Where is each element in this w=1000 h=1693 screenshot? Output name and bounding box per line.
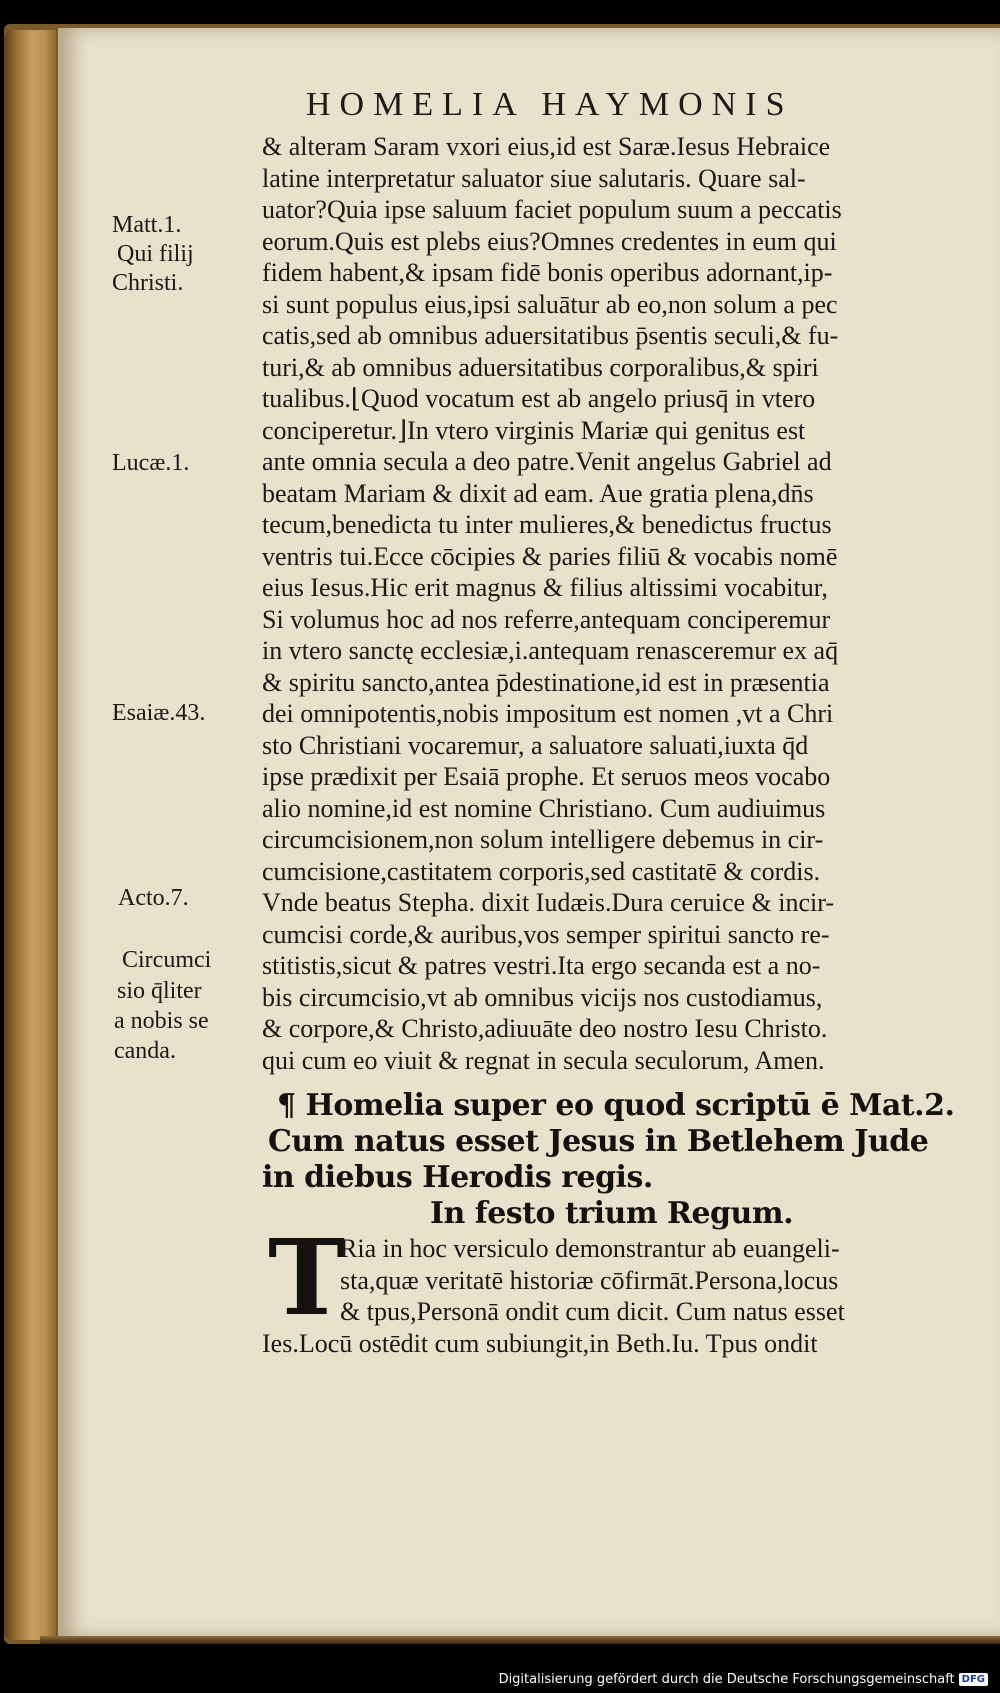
text-line: & spiritu sancto,antea p̄destinatione,id est in præsentia bbox=[262, 667, 830, 697]
text-line: beatam Mariam & dixit ad eam. Aue gratia plena,dn̄s bbox=[262, 478, 814, 508]
text-line: in vtero sanctę ecclesiæ,i.antequam renasceremur ex aq̄ bbox=[262, 636, 839, 665]
page-edge bbox=[4, 30, 56, 1640]
margin-note-esaiae: Esaiæ.43. bbox=[112, 700, 206, 726]
text-line: qui cum eo viuit & regnat in secula seculorum, Amen. bbox=[262, 1045, 825, 1075]
text-line: catis,sed ab omnibus aduersitatibus p̄sentis seculi,& fu- bbox=[262, 321, 839, 350]
text-line: Si volumus hoc ad nos referre,antequam conciperemur bbox=[262, 604, 831, 634]
text-line: Vnde beatus Stepha. dixit Iudæis.Dura ceruice & incir- bbox=[262, 888, 835, 917]
text-line: conciperetur.⌋In vtero virginis Mariæ qui genitus est bbox=[262, 415, 806, 445]
text-line: si sunt populus eius,ipsi saluātur ab eo,non solum a pec bbox=[262, 289, 838, 319]
drop-cap: T bbox=[268, 1216, 346, 1339]
feast-heading: In festo trium Regum. bbox=[430, 1196, 794, 1231]
margin-note-christi: Christi. bbox=[112, 270, 184, 296]
text-line: fidem habent,& ipsam fidē bonis operibus adornant,ip- bbox=[262, 258, 833, 287]
text-line: ventris tui.Ecce cōcipies & paries filiū & vocabis nomē bbox=[262, 541, 838, 571]
homily-heading-line-1: ¶ Homelia super eo quod scriptū ē Mat.2. bbox=[277, 1088, 955, 1123]
text-line: eius Iesus.Hic erit magnus & filius altissimi vocabitur, bbox=[262, 573, 828, 602]
margin-note-circumcisio-3: a nobis se bbox=[114, 1008, 209, 1034]
margin-note-circumcisio-1: Circumci bbox=[122, 947, 212, 973]
text-line: circumcisionem,non solum intelligere debemus in cir- bbox=[262, 825, 824, 854]
dfg-logo: DFG bbox=[959, 1673, 988, 1686]
running-head: HOMELIA HAYMONIS bbox=[306, 86, 794, 123]
margin-note-qui-filii: Qui filij bbox=[117, 241, 194, 267]
section-line: sta,quæ veritatē historiæ cōfirmāt.Persona,locus bbox=[340, 1265, 839, 1295]
text-line: cumcisi corde,& auribus,vos semper spiritui sancto re- bbox=[262, 919, 830, 949]
homily-heading-line-2: Cum natus esset Jesus in Betlehem Jude bbox=[268, 1124, 929, 1159]
section-text bbox=[262, 1233, 967, 1359]
section-line: Ies.Locū ostēdit cum subiungit,in Beth.Iu. Tpus ondit bbox=[262, 1328, 818, 1358]
margin-note-lucae: Lucæ.1. bbox=[112, 450, 190, 476]
body-text bbox=[262, 131, 967, 1076]
section-line: & tpus,Personā ondit cum dicit. Cum natus esset bbox=[340, 1297, 845, 1326]
margin-note-matt: Matt.1. bbox=[112, 212, 182, 238]
text-line: cumcisione,castitatem corporis,sed castitatē & cordis. bbox=[262, 856, 821, 886]
text-line: tualibus.⌊Quod vocatum est ab angelo priusq̄ in vtero bbox=[262, 384, 816, 413]
text-line: ante omnia secula a deo patre.Venit angelus Gabriel ad bbox=[262, 447, 832, 476]
homily-heading-line-3: in diebus Herodis regis. bbox=[262, 1160, 653, 1195]
text-line: eorum.Quis est plebs eius?Omnes credentes in eum qui bbox=[262, 226, 837, 256]
text-line: & alteram Saram vxori eius,id est Saræ.Iesus Hebraice bbox=[262, 132, 831, 161]
margin-note-circumcisio-2: sio q̄liter bbox=[117, 978, 202, 1004]
text-line: latine interpretatur saluator siue salutaris. Quare sal- bbox=[262, 163, 806, 193]
footer-credit bbox=[499, 1672, 988, 1687]
section-line: Ria in hoc versiculo demonstrantur ab euangeli- bbox=[340, 1234, 840, 1263]
margin-note-acto: Acto.7. bbox=[118, 885, 189, 911]
text-line: ipse prædixit per Esaiā prophe. Et seruos meos vocabo bbox=[262, 762, 831, 791]
text-line: alio nomine,id est nomine Christiano. Cum audiuimus bbox=[262, 793, 826, 823]
text-line: uator?Quia ipse saluum faciet populum suum a peccatis bbox=[262, 195, 842, 224]
margin-note-circumcisio-4: canda. bbox=[114, 1038, 176, 1064]
text-line: bis circumcisio,vt ab omnibus vicijs nos custodiamus, bbox=[262, 982, 823, 1012]
text-line: stitistis,sicut & patres vestri.Ita ergo secanda est a no- bbox=[262, 951, 821, 980]
text-line: sto Christiani vocaremur, a saluatore saluati,iuxta q̄d bbox=[262, 730, 809, 760]
footer-text: Digitalisierung gefördert durch die Deutsche Forschungsgemeinschaft bbox=[498, 1672, 955, 1687]
page-bottom-edge bbox=[40, 1636, 1000, 1644]
text-line: turi,& ab omnibus aduersitatibus corporalibus,& spiri bbox=[262, 352, 819, 382]
text-line: & corpore,& Christo,adiuuāte deo nostro Iesu Christo. bbox=[262, 1014, 828, 1043]
text-line: tecum,benedicta tu inter mulieres,& benedictus fructus bbox=[262, 510, 832, 539]
text-line: dei omnipotentis,nobis impositum est nomen ,vt a Chri bbox=[262, 699, 834, 728]
